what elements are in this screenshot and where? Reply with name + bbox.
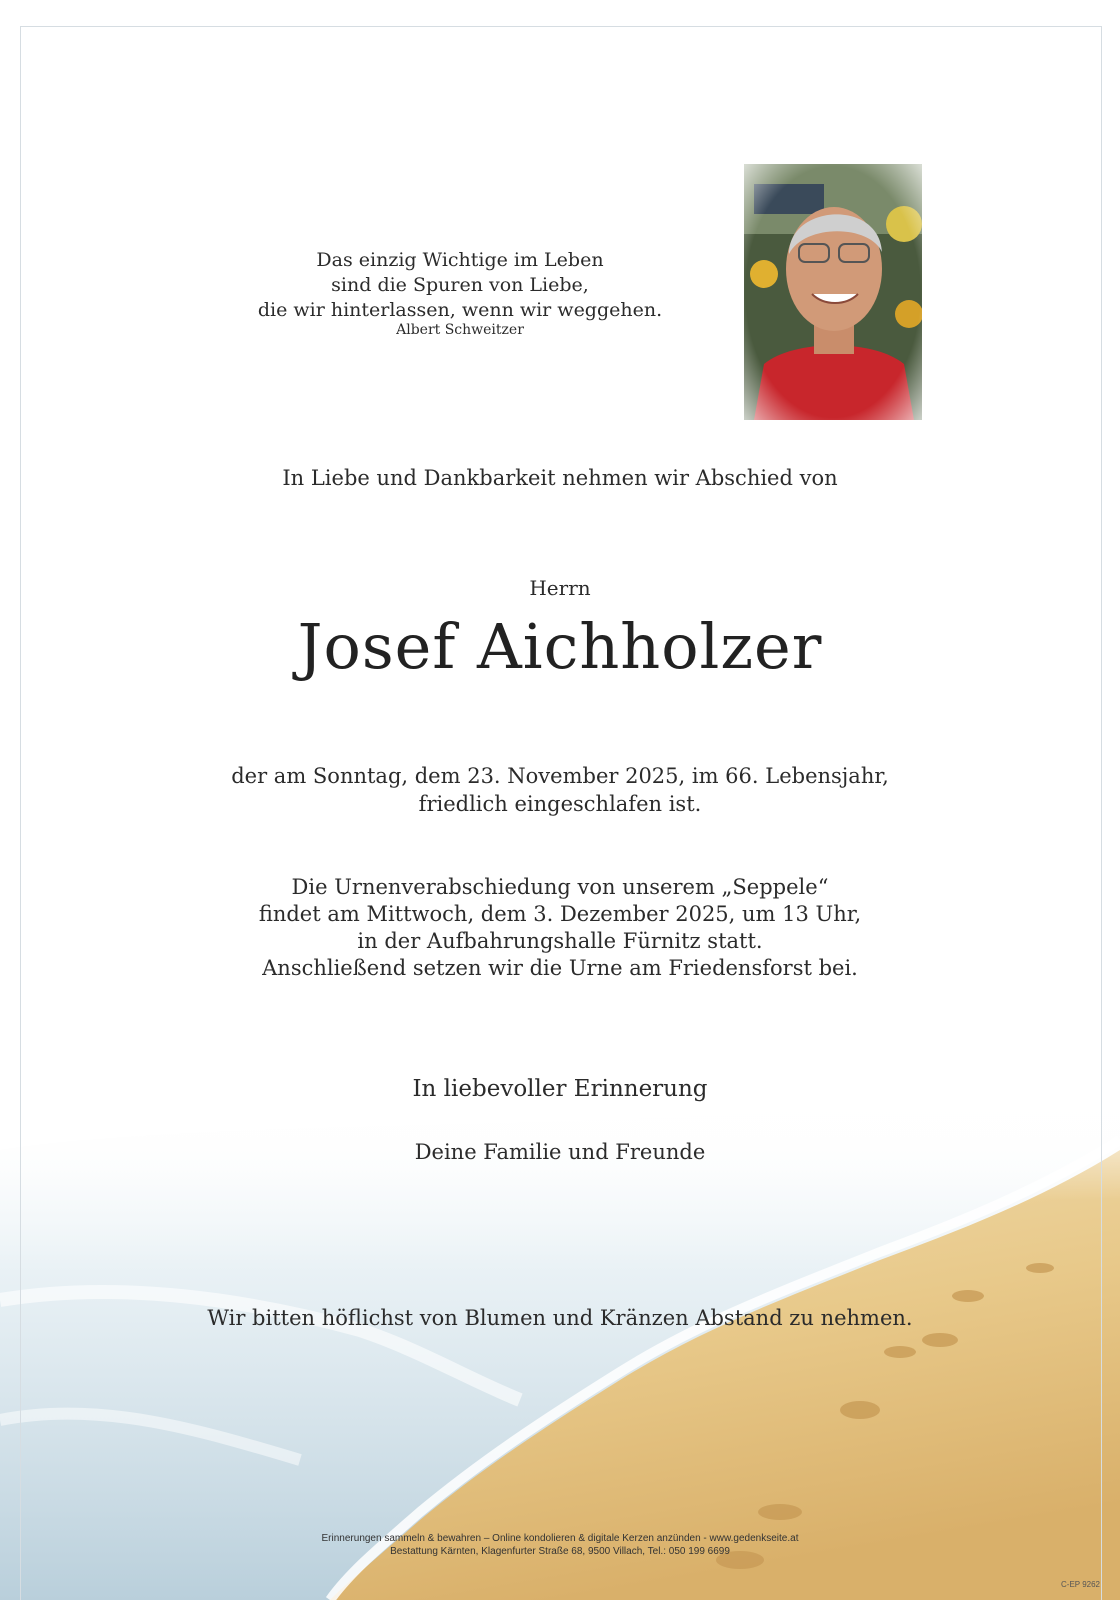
ceremony-info: [0, 874, 1120, 982]
deceased-name: Josef Aichholzer: [297, 610, 823, 683]
footer: [0, 1532, 1120, 1558]
quote-line: sind die Spuren von Liebe,: [331, 274, 589, 296]
footer-line: Erinnerungen sammeln & bewahren – Online kondolieren & digitale Kerzen anzünden - www.gedenkseite.at: [321, 1533, 799, 1544]
death-notice: [0, 762, 1120, 818]
quote-line: die wir hinterlassen, wenn wir weggehen.: [257, 299, 663, 321]
portrait-photo: [744, 164, 922, 420]
salutation: Herrn: [529, 576, 591, 600]
family-signature: Deine Familie und Freunde: [414, 1140, 706, 1164]
death-line: der am Sonntag, dem 23. November 2025, im 66. Lebensjahr,: [231, 764, 889, 788]
quote-author: Albert Schweitzer: [396, 322, 524, 338]
ceremony-line: in der Aufbahrungshalle Fürnitz statt.: [357, 929, 763, 953]
ceremony-line: Anschließend setzen wir die Urne am Friedensforst bei.: [262, 956, 858, 980]
quote-block: [250, 248, 670, 339]
document-code: C-EP 9262: [1061, 1580, 1100, 1589]
ceremony-line: findet am Mittwoch, dem 3. Dezember 2025, um 13 Uhr,: [258, 902, 862, 926]
intro-text: In Liebe und Dankbarkeit nehmen wir Abschied von: [282, 466, 838, 490]
footer-line: Bestattung Kärnten, Klagenfurter Straße 68, 9500 Villach, Tel.: 050 199 6699: [390, 1546, 730, 1557]
quote-line: Das einzig Wichtige im Leben: [316, 249, 604, 271]
death-line: friedlich eingeschlafen ist.: [418, 792, 702, 816]
ceremony-line: Die Urnenverabschiedung von unserem „Seppele“: [291, 875, 829, 899]
flowers-request: Wir bitten höflichst von Blumen und Kränzen Abstand zu nehmen.: [207, 1306, 913, 1330]
memory-heading: In liebevoller Erinnerung: [412, 1076, 708, 1102]
